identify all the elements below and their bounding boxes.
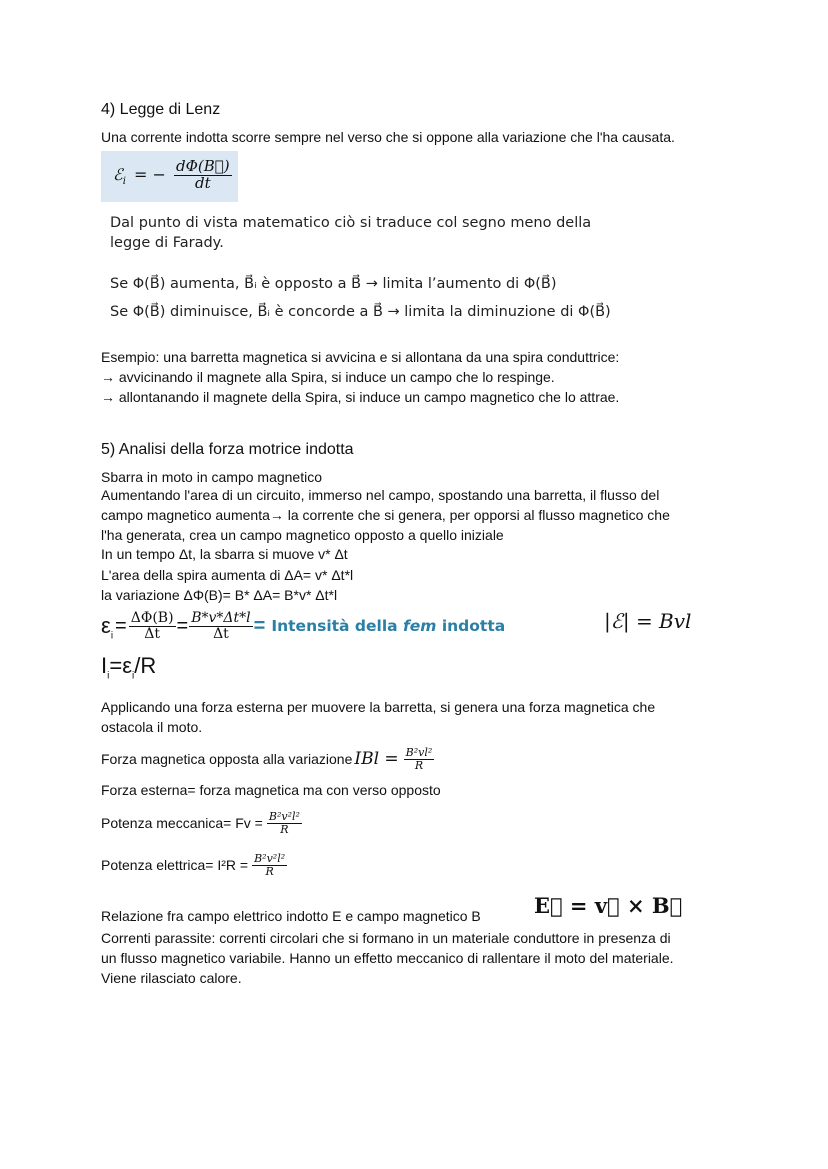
- example-line-2: → avvicinando il magnete alla Spira, si induce un campo che lo respinge.: [101, 369, 555, 385]
- example-line-3: → allontanando il magnete della Spira, si induce un campo magnetico che lo attrae.: [101, 389, 620, 405]
- emf-result: |ℰ| = Bvl: [604, 609, 692, 633]
- electrical-power-row: [101, 846, 287, 884]
- eddy-line-1: Correnti parassite: correnti circolari che si formano in un materiale conduttore in presenza di: [101, 930, 671, 946]
- lenz-case-decrease: Se Φ(B⃗) diminuisce, B⃗ᵢ è concorde a B⃗ → limita la diminuzione di Φ(B⃗): [110, 304, 611, 320]
- relation-formula: E⃗ = v⃗ × B⃗: [534, 893, 683, 918]
- emf-equals-3: =: [253, 614, 266, 637]
- mechanical-power-denominator: R: [280, 822, 289, 836]
- equals-minus: = −: [133, 164, 166, 184]
- external-force-line: Forza esterna= forza magnetica ma con verso opposto: [101, 782, 441, 798]
- lenz-fraction: [174, 159, 232, 192]
- lenz-case-increase: Se Φ(B⃗) aumenta, B⃗ᵢ è opposto a B⃗ → limita l’aumento di Φ(B⃗): [110, 276, 557, 292]
- emf-fraction-2-numerator: B*v*Δt*l: [191, 609, 251, 626]
- epsilon-symbol: ε: [101, 613, 111, 638]
- magnetic-force-expression: IBl =: [354, 748, 399, 769]
- emf-symbol: ℰ: [113, 164, 123, 184]
- section-5-title: 5) Analisi della forza motrice indotta: [101, 441, 354, 458]
- emf-label-emphasis: fem: [403, 617, 437, 635]
- magnetic-force-denominator: R: [414, 758, 424, 772]
- electrical-power-label: Potenza elettrica= I²R =: [101, 856, 249, 873]
- current-subscript: i: [107, 670, 110, 682]
- emf-equals-2: =: [176, 614, 189, 637]
- mechanical-power-fraction: [267, 811, 302, 835]
- emf-label-text: Intensità della: [271, 617, 403, 635]
- paragraph-line-3: l'ha generata, crea un campo magnetico opposto a quello iniziale: [101, 527, 504, 543]
- math-note-line-1: Dal punto di vista matematico ciò si traduce col segno meno della: [110, 215, 592, 231]
- electrical-power-denominator: R: [265, 864, 274, 878]
- example-line-1: Esempio: una barretta magnetica si avvicina e si allontana da una spira conduttrice:: [101, 349, 620, 365]
- lenz-formula-box: [101, 151, 238, 202]
- emf-label: [271, 617, 505, 635]
- section-5-subtitle: Sbarra in moto in campo magnetico: [101, 469, 322, 485]
- paragraph-line-4: In un tempo Δt, la sbarra si muove v* Δt: [101, 546, 348, 562]
- section-4-title: 4) Legge di Lenz: [101, 101, 221, 118]
- relation-line: Relazione fra campo elettrico indotto E e campo magnetico B: [101, 908, 481, 924]
- magnetic-force-fraction: [404, 747, 435, 771]
- emf-fraction-1-numerator: ΔΦ(B): [130, 609, 174, 626]
- lenz-intro: Una corrente indotta scorre sempre nel verso che si oppone alla variazione che l'ha causata.: [101, 129, 675, 145]
- emf-equation: [101, 604, 505, 648]
- lenz-denominator: dt: [194, 173, 211, 192]
- magnetic-force-numerator: B²vl²: [405, 745, 433, 759]
- magnetic-force-row: [101, 739, 434, 779]
- electrical-power-numerator: B²v²l²: [254, 851, 286, 865]
- mechanical-power-numerator: B²v²l²: [268, 809, 300, 823]
- eddy-line-2: un flusso magnetico variabile. Hanno un effetto meccanico di rallentare il moto del materiale.: [101, 950, 674, 966]
- current-symbol: I: [101, 653, 108, 678]
- mechanical-power-row: [101, 804, 302, 842]
- paragraph-line-1: Aumentando l'area di un circuito, immerso nel campo, spostando una barretta, il flusso del: [101, 487, 660, 503]
- emf-label-end: indotta: [436, 617, 506, 635]
- lenz-numerator: dΦ(B⃗): [175, 157, 230, 175]
- paragraph-line-2: campo magnetico aumenta→ la corrente che si genera, per opporsi al flusso magnetico che: [101, 507, 670, 523]
- paragraph-line-8: ostacola il moto.: [101, 719, 203, 735]
- electrical-power-fraction: [252, 853, 287, 877]
- paragraph-line-7: Applicando una forza esterna per muovere la barretta, si genera una forza magnetica che: [101, 699, 656, 715]
- emf-fraction-1-denominator: Δt: [144, 625, 161, 642]
- paragraph-line-6: la variazione ΔΦ(B)= B* ΔA= B*v* Δt*l: [101, 587, 338, 603]
- math-note-line-2: legge di Farady.: [110, 235, 224, 251]
- current-over-r: /R: [134, 653, 157, 678]
- emf-subscript: i: [122, 175, 126, 187]
- lenz-formula: [113, 159, 232, 192]
- emf-fraction-2: [189, 611, 252, 641]
- mechanical-power-label: Potenza meccanica= Fv =: [101, 814, 263, 831]
- magnetic-force-label: Forza magnetica opposta alla variazione: [101, 750, 353, 767]
- current-equals-epsilon: =ε: [109, 653, 133, 678]
- epsilon-subscript: i: [110, 630, 114, 642]
- eddy-line-3: Viene rilasciato calore.: [101, 970, 242, 986]
- current-epsilon-subscript: i: [132, 670, 135, 682]
- emf-equals-1: =: [115, 614, 127, 637]
- emf-lhs: [101, 613, 114, 642]
- emf-fraction-2-denominator: Δt: [213, 625, 229, 642]
- paragraph-line-5: L'area della spira aumenta di ΔA= v* Δt*l: [101, 567, 354, 583]
- emf-fraction-1: [129, 611, 176, 641]
- current-formula: [101, 653, 157, 682]
